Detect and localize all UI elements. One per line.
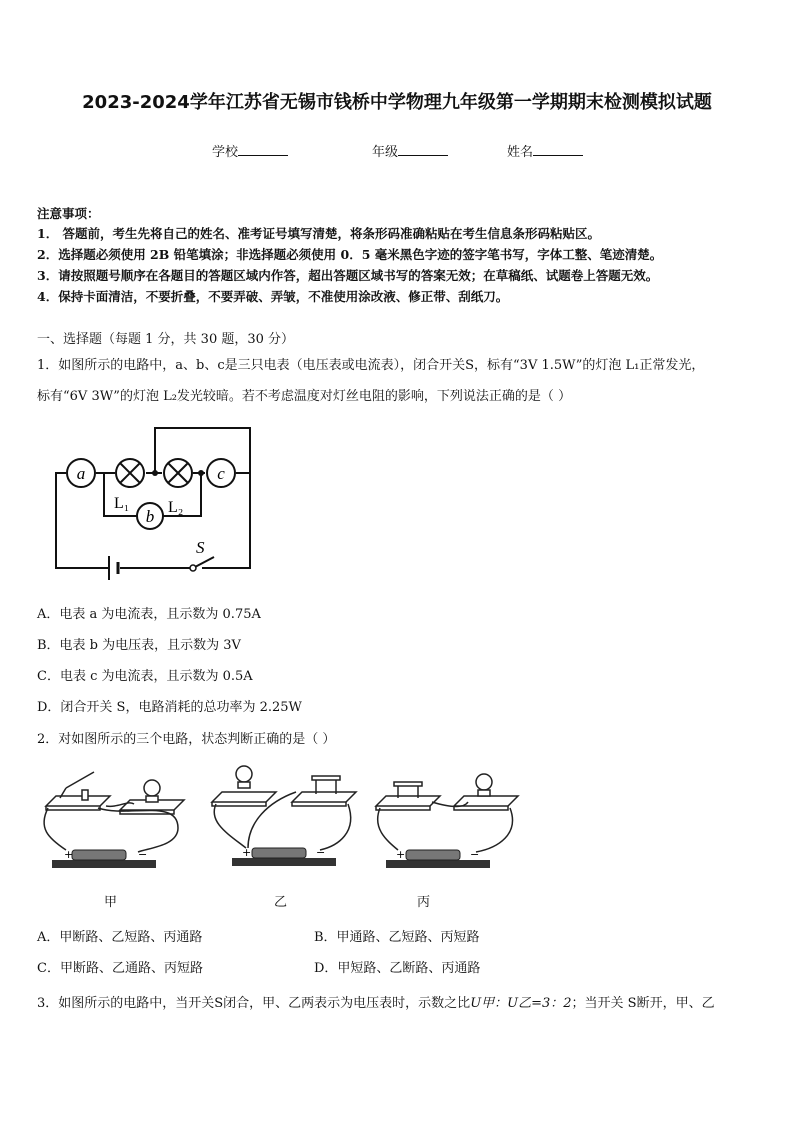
svg-text:−: −: [470, 848, 480, 861]
q2-circuit-yi: [208, 762, 358, 878]
q2-stem: 2．对如图所示的三个电路，状态判断正确的是（ ）: [37, 732, 336, 747]
grade-blank[interactable]: [398, 143, 448, 156]
junction-dot: [152, 470, 158, 476]
school-field: [212, 141, 288, 160]
battery-base: [52, 860, 156, 868]
q1-option-d[interactable]: D．闭合开关 S，电路消耗的总功率为 2.25W: [37, 700, 302, 715]
lamp-l2-label: L₂: [168, 499, 184, 516]
q2-figure-label-jia: 甲: [104, 895, 118, 910]
svg-text:−: −: [316, 846, 326, 859]
q1-stem-line2: 标有“6V 3W”的灯泡 L₂发光较暗。若不考虑温度对灯丝电阻的影响，下列说法正确的是（ ）: [37, 389, 572, 404]
q2-figure-label-yi: 乙: [274, 895, 288, 910]
q3-stem-part2: ；当开关 S断开，甲、乙: [571, 996, 715, 1011]
battery-icon: [109, 556, 118, 580]
lamp-l2-icon: [164, 459, 192, 487]
page-title: 2023-2024学年江苏省无锡市钱桥中学物理九年级第一学期期末检测模拟试题: [82, 92, 712, 113]
q2-option-b[interactable]: B．甲通路、乙短路、丙短路: [314, 930, 480, 945]
q2-figure-label-bing: 丙: [417, 895, 431, 910]
junction-dot: [198, 470, 204, 476]
lamp-l1-label: L₁: [114, 495, 130, 512]
grade-field: [372, 141, 448, 160]
q1-option-a[interactable]: A．电表 a 为电流表，且示数为 0.75A: [37, 607, 261, 622]
name-label: 姓名: [507, 145, 534, 160]
section-heading: 一、选择题（每题 1 分，共 30 题，30 分）: [37, 332, 295, 347]
school-blank[interactable]: [238, 143, 288, 156]
q3-stem-part1: 3．如图所示的电路中，当开关S闭合，甲、乙两表示为电压表时，示数之比: [37, 996, 471, 1011]
svg-text:b: b: [145, 507, 155, 526]
svg-text:−: −: [138, 848, 148, 861]
q1-option-c[interactable]: C．电表 c 为电流表，且示数为 0.5A: [37, 669, 253, 684]
switch-label: S: [196, 538, 205, 557]
q3-ratio: U甲：U乙=3：2: [470, 996, 572, 1011]
meter-a: [67, 459, 95, 487]
meter-c: [207, 459, 235, 487]
svg-text:+: +: [396, 848, 406, 861]
q1-circuit-figure: [40, 420, 270, 590]
q1-stem-line1: 1．如图所示的电路中，a、b、c是三只电表（电压表或电流表），闭合开关S，标有“3V 1.5W”的灯泡 L₁正常发光，: [37, 358, 705, 373]
grade-label: 年级: [372, 145, 399, 160]
school-label: 学校: [212, 145, 239, 160]
q3-stem: [37, 992, 715, 1011]
notice-item: 1． 答题前，考生先将自己的姓名、准考证号填写清楚，将条形码准确粘贴在考生信息条形码粘贴区。: [37, 226, 601, 241]
q2-option-a[interactable]: A．甲断路、乙短路、丙通路: [37, 930, 203, 945]
q1-option-b[interactable]: B．电表 b 为电压表，且示数为 3V: [37, 638, 241, 653]
q2-circuit-jia: [38, 768, 188, 878]
meter-b: [137, 503, 163, 529]
lamp-l1-icon: [116, 459, 144, 487]
notice-item: 2．选择题必须使用 2B 铅笔填涂；非选择题必须使用 0．5 毫米黑色字迹的签字笔书写，字体工整、笔迹清楚。: [37, 247, 663, 262]
q2-circuit-bing: [372, 768, 522, 878]
q2-option-c[interactable]: C．甲断路、乙通路、丙短路: [37, 961, 203, 976]
notice-item: 3．请按照题号顺序在各题目的答题区域内作答，超出答题区域书写的答案无效；在草稿纸、试题卷上答题无效。: [37, 268, 659, 283]
svg-text:a: a: [76, 464, 86, 483]
svg-text:c: c: [217, 464, 225, 483]
name-field: [507, 141, 583, 160]
svg-text:+: +: [64, 848, 74, 861]
notice-heading: 注意事项：: [37, 206, 100, 221]
q2-option-d[interactable]: D．甲短路、乙断路、丙通路: [314, 961, 481, 976]
svg-text:+: +: [242, 846, 252, 859]
name-blank[interactable]: [533, 143, 583, 156]
notice-item: 4．保持卡面清洁，不要折叠，不要弄破、弄皱，不准使用涂改液、修正带、刮纸刀。: [37, 289, 509, 304]
